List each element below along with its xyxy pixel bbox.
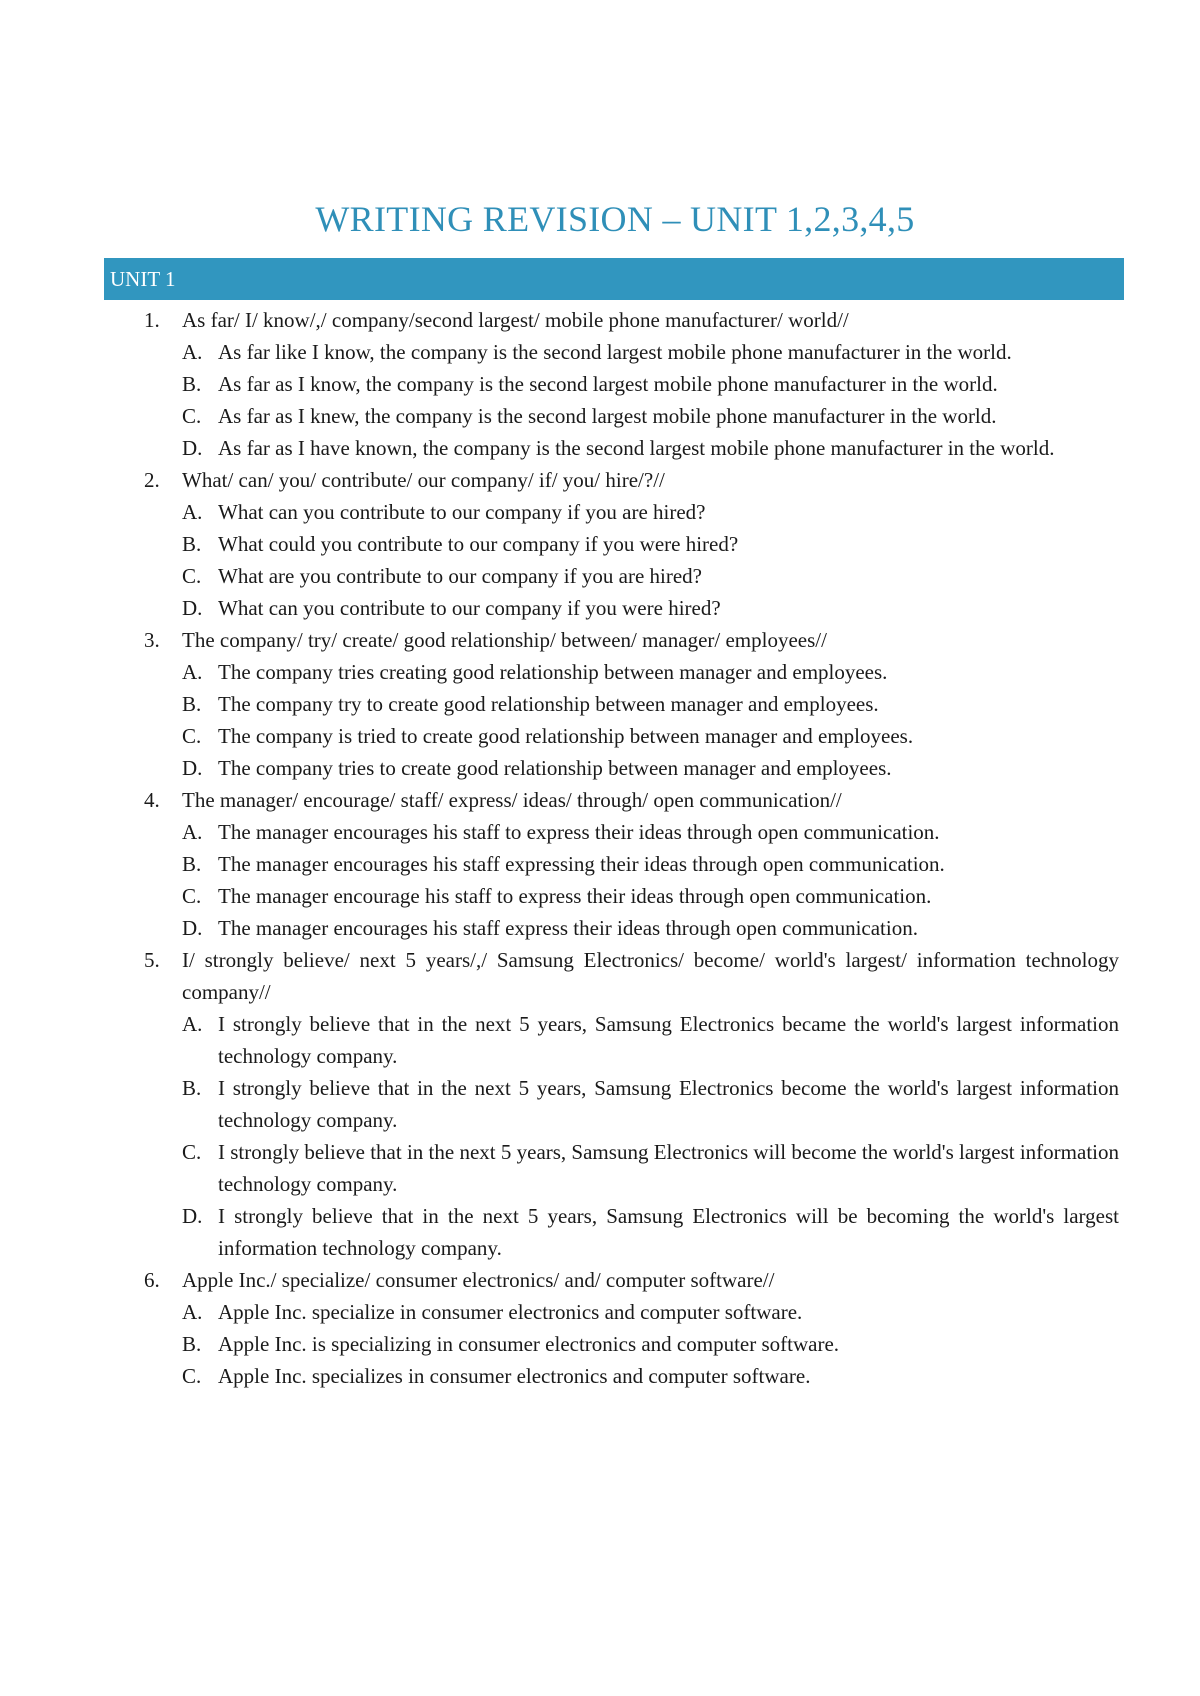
question-number: 4. <box>144 788 160 812</box>
page-title: WRITING REVISION – UNIT 1,2,3,4,5 <box>315 199 915 239</box>
question-number: 5. <box>144 948 160 972</box>
answer-option <box>0 848 1200 880</box>
option-letter: C. <box>182 1364 202 1388</box>
option-text: The manager encourage his staff to express their ideas through open communication. <box>218 884 932 908</box>
answer-option <box>0 496 1200 528</box>
option-letter: A. <box>182 500 203 524</box>
answer-option <box>0 1328 1200 1360</box>
option-letter: A. <box>182 340 203 364</box>
question-prompt: The company/ try/ create/ good relationship/ between/ manager/ employees// <box>182 628 827 652</box>
option-letter: B. <box>182 372 202 396</box>
option-letter: C. <box>182 564 202 588</box>
option-text: The manager encourages his staff to express their ideas through open communication. <box>218 820 940 844</box>
option-text: As far like I know, the company is the second largest mobile phone manufacturer in the world. <box>218 340 1012 364</box>
question-prompt: The manager/ encourage/ staff/ express/ ideas/ through/ open communication// <box>182 788 842 812</box>
question-item <box>0 944 1200 1008</box>
option-letter: C. <box>182 884 202 908</box>
option-text: I strongly believe that in the next 5 years, Samsung Electronics become the world's largest information technology company. <box>218 1076 1119 1132</box>
answer-option <box>0 560 1200 592</box>
answer-option <box>0 368 1200 400</box>
option-text: I strongly believe that in the next 5 years, Samsung Electronics became the world's largest information technology company. <box>218 1012 1119 1068</box>
question-prompt: What/ can/ you/ contribute/ our company/ if/ you/ hire/?// <box>182 468 665 492</box>
answer-option <box>0 1360 1200 1392</box>
question-item <box>0 304 1200 336</box>
option-letter: B. <box>182 852 202 876</box>
answer-option <box>0 1008 1200 1072</box>
question-number: 2. <box>144 468 160 492</box>
option-letter: A. <box>182 660 203 684</box>
option-text: As far as I knew, the company is the second largest mobile phone manufacturer in the world. <box>218 404 997 428</box>
option-letter: D. <box>182 756 203 780</box>
answer-option <box>0 592 1200 624</box>
answer-option <box>0 656 1200 688</box>
answer-option <box>0 752 1200 784</box>
question-item <box>0 464 1200 496</box>
answer-option <box>0 720 1200 752</box>
question-number: 6. <box>144 1268 160 1292</box>
question-list <box>0 304 1200 1392</box>
answer-option <box>0 1296 1200 1328</box>
option-letter: C. <box>182 724 202 748</box>
answer-option <box>0 880 1200 912</box>
option-letter: D. <box>182 436 203 460</box>
option-letter: B. <box>182 692 202 716</box>
option-text: The company try to create good relationship between manager and employees. <box>218 692 879 716</box>
option-letter: B. <box>182 532 202 556</box>
question-item <box>0 624 1200 656</box>
answer-option <box>0 1136 1200 1200</box>
option-letter: C. <box>182 404 202 428</box>
unit-heading: UNIT 1 <box>104 258 1124 300</box>
question-prompt: Apple Inc./ specialize/ consumer electronics/ and/ computer software// <box>182 1268 775 1292</box>
question-item <box>0 1264 1200 1296</box>
option-letter: B. <box>182 1332 202 1356</box>
answer-option <box>0 688 1200 720</box>
question-prompt: I/ strongly believe/ next 5 years/,/ Samsung Electronics/ become/ world's largest/ information technology company// <box>182 948 1119 1004</box>
option-letter: A. <box>182 1300 203 1324</box>
option-text: The company tries creating good relationship between manager and employees. <box>218 660 888 684</box>
option-text: The company tries to create good relationship between manager and employees. <box>218 756 892 780</box>
option-text: I strongly believe that in the next 5 years, Samsung Electronics will be becoming the world's largest information technology company. <box>218 1204 1119 1260</box>
option-text: The manager encourages his staff express their ideas through open communication. <box>218 916 918 940</box>
option-letter: D. <box>182 916 203 940</box>
option-text: What are you contribute to our company if you are hired? <box>218 564 702 588</box>
answer-option <box>0 816 1200 848</box>
option-letter: B. <box>182 1076 202 1100</box>
answer-option <box>0 1200 1200 1264</box>
question-number: 1. <box>144 308 160 332</box>
answer-option <box>0 336 1200 368</box>
option-letter: C. <box>182 1140 202 1164</box>
answer-option <box>0 1072 1200 1136</box>
option-text: Apple Inc. specializes in consumer electronics and computer software. <box>218 1364 811 1388</box>
answer-option <box>0 528 1200 560</box>
option-text: The company is tried to create good relationship between manager and employees. <box>218 724 914 748</box>
question-number: 3. <box>144 628 160 652</box>
option-letter: D. <box>182 596 203 620</box>
option-text: What could you contribute to our company if you were hired? <box>218 532 739 556</box>
option-letter: A. <box>182 820 203 844</box>
option-text: What can you contribute to our company if you are hired? <box>218 500 706 524</box>
question-prompt: As far/ I/ know/,/ company/second largest/ mobile phone manufacturer/ world// <box>182 308 849 332</box>
option-text: The manager encourages his staff expressing their ideas through open communication. <box>218 852 945 876</box>
answer-option <box>0 432 1200 464</box>
option-text: I strongly believe that in the next 5 years, Samsung Electronics will become the world's largest information technology company. <box>218 1140 1119 1196</box>
question-item <box>0 784 1200 816</box>
option-letter: D. <box>182 1204 203 1228</box>
option-text: As far as I know, the company is the second largest mobile phone manufacturer in the world. <box>218 372 998 396</box>
answer-option <box>0 912 1200 944</box>
answer-option <box>0 400 1200 432</box>
option-text: As far as I have known, the company is the second largest mobile phone manufacturer in the world. <box>218 436 1055 460</box>
option-text: What can you contribute to our company if you were hired? <box>218 596 721 620</box>
option-text: Apple Inc. is specializing in consumer electronics and computer software. <box>218 1332 840 1356</box>
option-letter: A. <box>182 1012 203 1036</box>
option-text: Apple Inc. specialize in consumer electronics and computer software. <box>218 1300 803 1324</box>
